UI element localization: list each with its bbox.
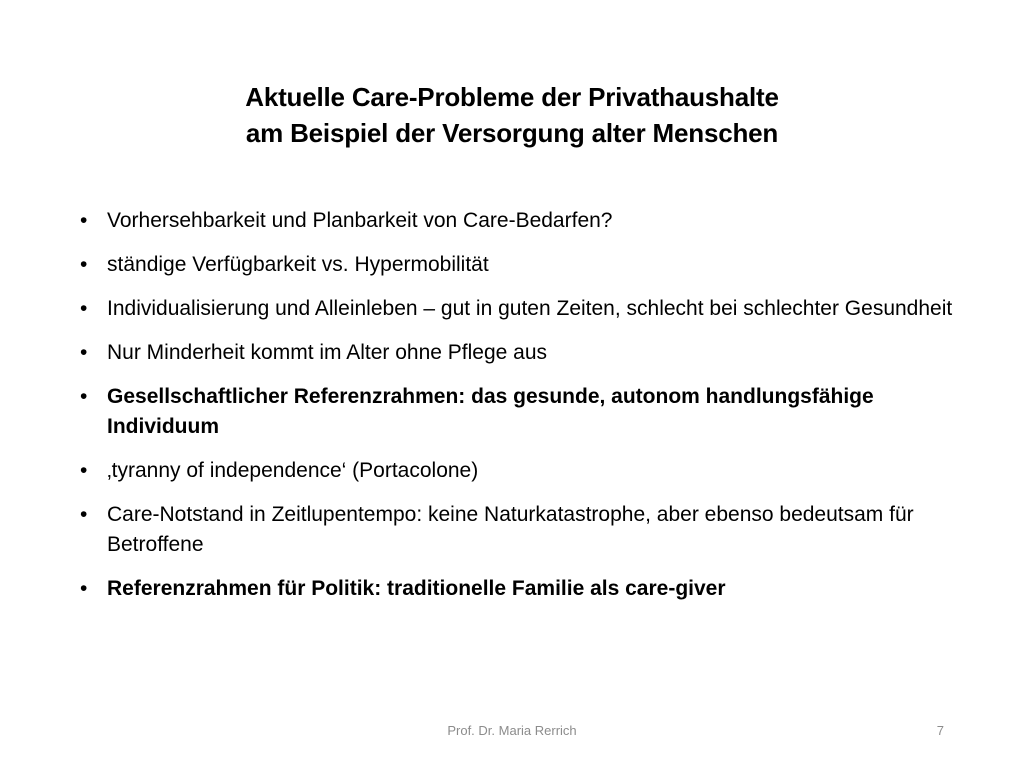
bullet-text: Referenzrahmen für Politik: traditionelle Familie als care-giver — [107, 577, 726, 600]
bullet-text: Individualisierung und Alleinleben – gut in guten Zeiten, schlecht bei schlechter Gesundheit — [107, 297, 953, 320]
bullet-text: Care-Notstand in Zeitlupentempo: keine Naturkatastrophe, aber ebenso bedeutsam für Betroffene — [107, 503, 914, 556]
bullet-text: Gesellschaftlicher Referenzrahmen: das gesunde, autonom handlungsfähige Individuum — [107, 385, 874, 438]
bullet-dot-icon: • — [80, 577, 88, 600]
slide-title-line-2: am Beispiel der Versorgung alter Menschen — [245, 118, 779, 148]
bullet-text: ‚tyranny of independence‘ (Portacolone) — [107, 459, 479, 482]
bullet-item-8 — [80, 574, 960, 604]
bullet-dot-icon: • — [80, 459, 88, 482]
bullet-item-6 — [80, 456, 960, 486]
bullet-text: Nur Minderheit kommt im Alter ohne Pflege aus — [107, 341, 548, 364]
slide-title — [112, 79, 912, 151]
bullet-item-5 — [80, 382, 960, 442]
bullet-dot-icon: • — [80, 385, 88, 408]
page-number: 7 — [936, 723, 944, 738]
bullet-item-7 — [80, 500, 960, 560]
bullet-dot-icon: • — [80, 253, 88, 276]
footer-author: Prof. Dr. Maria Rerrich — [447, 723, 577, 738]
bullet-item-4 — [80, 338, 960, 368]
slide-title-line-1: Aktuelle Care-Probleme der Privathaushalte — [245, 82, 779, 112]
bullet-dot-icon: • — [80, 503, 88, 526]
bullet-text: ständige Verfügbarkeit vs. Hypermobilität — [107, 253, 489, 276]
bullet-item-2 — [80, 250, 960, 280]
bullet-dot-icon: • — [80, 297, 88, 320]
bullet-list — [80, 206, 960, 618]
bullet-dot-icon: • — [80, 341, 88, 364]
bullet-dot-icon: • — [80, 209, 88, 232]
bullet-item-1 — [80, 206, 960, 236]
bullet-item-3 — [80, 294, 960, 324]
bullet-text: Vorhersehbarkeit und Planbarkeit von Care-Bedarfen? — [107, 209, 613, 232]
